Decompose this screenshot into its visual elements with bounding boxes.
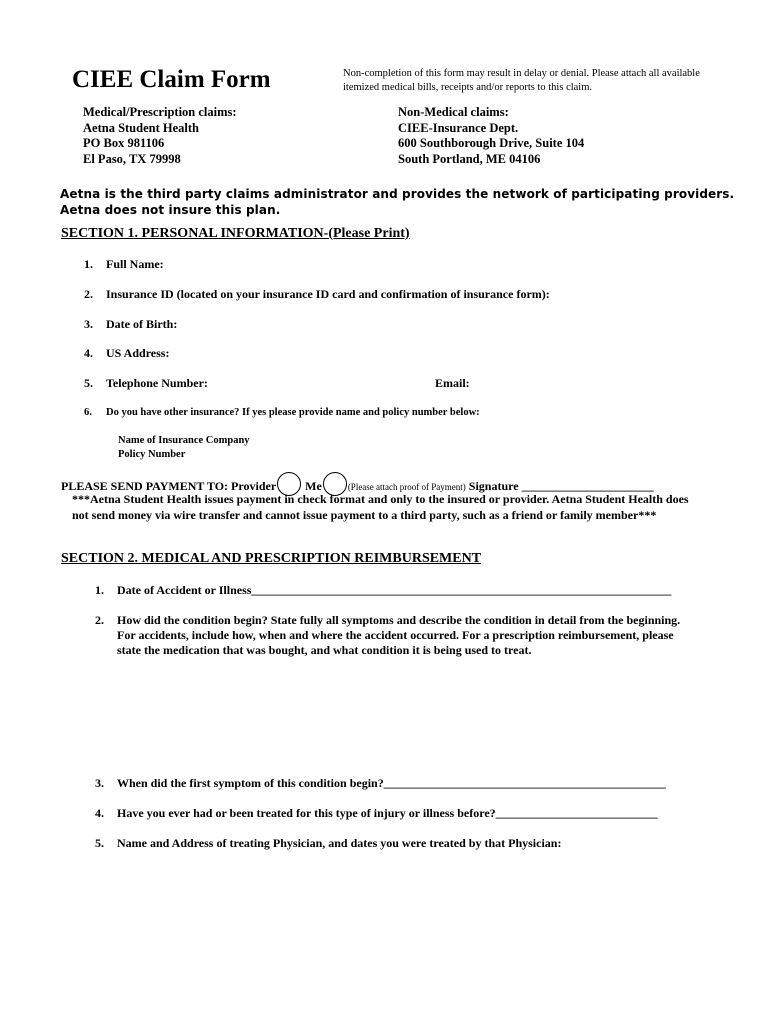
item-number: 5.	[95, 836, 104, 850]
item-number: 5.	[84, 376, 93, 390]
medical-claims-address	[83, 105, 237, 167]
first-symptom-field[interactable]	[95, 776, 705, 792]
aetna-notice-line-1: Aetna is the third party claims administrator and provides the network of participating providers.	[60, 187, 735, 201]
item-number: 4.	[95, 806, 104, 820]
section-2-heading: SECTION 2. MEDICAL AND PRESCRIPTION REIMBURSEMENT	[61, 551, 482, 566]
form-title: CIEE Claim Form	[72, 66, 271, 93]
item-number: 6.	[84, 407, 92, 418]
item-number: 3.	[84, 317, 93, 331]
aetna-notice-line-2: Aetna does not insure this plan.	[60, 203, 281, 217]
date-of-birth-field[interactable]	[84, 317, 684, 333]
medical-address-line: Aetna Student Health	[83, 120, 199, 135]
telephone-field[interactable]	[84, 376, 414, 392]
item-label: Name and Address of treating Physician, and dates you were treated by that Physician:	[117, 836, 562, 850]
completion-note: Non-completion of this form may result in delay or denial. Please attach all available itemized medical bills, receipts and/or reports to this claim.	[343, 68, 700, 93]
item-label: How did the condition begin? State fully all symptoms and describe the condition in detail from the beginning. For accidents, include how, when and where the accident occurred. For a prescription reimbursement, please state the medication that was bought, and what condition it is being used to treat.	[117, 613, 681, 657]
full-name-field[interactable]	[84, 257, 684, 273]
item-label: Do you have other insurance? If yes please provide name and policy number below:	[106, 407, 480, 418]
item-number: 4.	[84, 346, 93, 360]
item-label: US Address:	[106, 346, 170, 360]
payment-label: PLEASE SEND PAYMENT TO:	[61, 478, 229, 493]
accident-date-field[interactable]	[95, 583, 705, 599]
nonmedical-address-line: CIEE-Insurance Dept.	[398, 120, 519, 135]
item-number: 1.	[84, 257, 93, 271]
email-field[interactable]: Email:	[435, 376, 470, 390]
nonmedical-address-line: Non-Medical claims:	[398, 105, 509, 119]
payment-disclaimer: ***Aetna Student Health issues payment in check format and only to the insured or provider. Aetna Student Health does not send money via wire transfer and cannot issue payment to a third party, such as a friend or family member***	[72, 492, 689, 522]
medical-address-line: PO Box 981106	[83, 136, 165, 150]
provider-label: Provider	[231, 478, 277, 493]
item-number: 2.	[84, 287, 93, 301]
item-number: 2.	[95, 613, 104, 627]
insurance-company-field[interactable]: Name of Insurance Company	[118, 435, 250, 446]
item-label: Date of Accident or Illness______________________________________________________________________	[117, 583, 672, 597]
nonmedical-claims-address	[398, 105, 584, 167]
me-label: Me	[305, 478, 322, 493]
aetna-notice	[60, 186, 734, 218]
item-number: 3.	[95, 776, 104, 790]
item-label: Have you ever had or been treated for this type of injury or illness before?___________________________	[117, 806, 658, 820]
prior-treatment-field[interactable]	[95, 806, 705, 822]
physician-field[interactable]	[95, 836, 705, 852]
nonmedical-address-line: South Portland, ME 04106	[398, 151, 541, 166]
item-label: Date of Birth:	[106, 317, 178, 331]
other-insurance-question	[84, 407, 704, 423]
signature-field[interactable]: Signature ______________________	[468, 478, 654, 493]
item-label: Telephone Number:	[106, 376, 208, 390]
medical-address-line: Medical/Prescription claims:	[83, 105, 237, 119]
medical-address-line: El Paso, TX 79998	[83, 151, 181, 166]
proof-note: (Please attach proof of Payment)	[347, 481, 466, 492]
insurance-id-field[interactable]	[84, 287, 704, 303]
item-label: Full Name:	[106, 257, 164, 271]
us-address-field[interactable]	[84, 346, 684, 362]
item-label: When did the first symptom of this condition begin?_______________________________________________	[117, 776, 666, 790]
condition-description-field[interactable]	[95, 613, 695, 753]
policy-number-field[interactable]: Policy Number	[118, 449, 186, 460]
nonmedical-address-line: 600 Southborough Drive, Suite 104	[398, 136, 585, 150]
item-label: Insurance ID (located on your insurance ID card and confirmation of insurance form):	[106, 287, 550, 301]
item-number: 1.	[95, 583, 104, 597]
section-1-heading: SECTION 1. PERSONAL INFORMATION-(Please Print)	[61, 226, 410, 241]
